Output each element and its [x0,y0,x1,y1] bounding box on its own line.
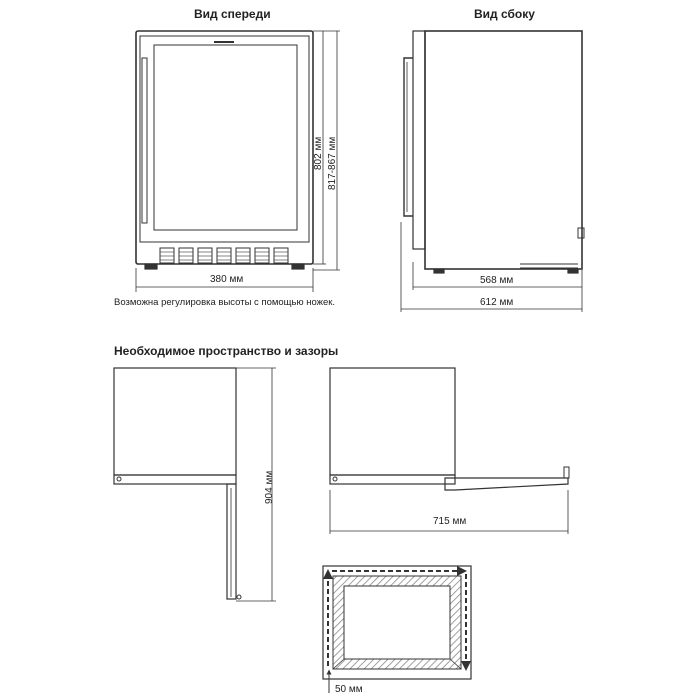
side-view-drawing [401,31,584,312]
cabinet-side-top-view [330,368,455,475]
front-height-label: 802 мм [313,136,324,170]
front-glass-panel [154,45,297,230]
open-door-panel [227,484,236,599]
front-vent-grille [160,248,288,263]
side-total-depth-label: 612 мм [480,297,514,308]
front-view-title: Вид спереди [194,7,271,21]
gap-label: 50 мм [335,684,363,695]
side-rear-bracket [578,228,584,238]
height-adjust-note: Возможна регулировка высоты с помощью ножек. [114,297,336,308]
front-view-drawing [136,31,340,292]
side-rear-foot [568,269,578,273]
front-cabinet-outline [136,31,313,264]
clearance-door-open-drawing [114,368,276,601]
clearance-gap-drawing [323,566,471,693]
side-open-label: 715 мм [433,516,467,527]
front-height-range-label: 817-867 мм [327,136,338,190]
front-left-foot [145,264,157,269]
door-open-label: 904 мм [264,470,275,504]
side-view-title: Вид сбоку [474,7,535,21]
side-handle [404,58,413,216]
cabinet-top-view [114,368,236,475]
clearance-side-open-drawing [330,368,569,534]
front-door-handle [142,58,147,223]
front-width-label: 380 мм [210,274,244,285]
front-right-foot [292,264,304,269]
side-door-profile [413,31,425,249]
clearance-title: Необходимое пространство и зазоры [114,344,339,358]
side-front-foot [434,269,444,273]
front-door-frame [140,36,309,242]
side-cabinet-body [425,31,582,269]
open-door-swing-panel [445,478,568,490]
cabinet-wall-hatch [333,576,461,669]
side-depth-label: 568 мм [480,275,514,286]
